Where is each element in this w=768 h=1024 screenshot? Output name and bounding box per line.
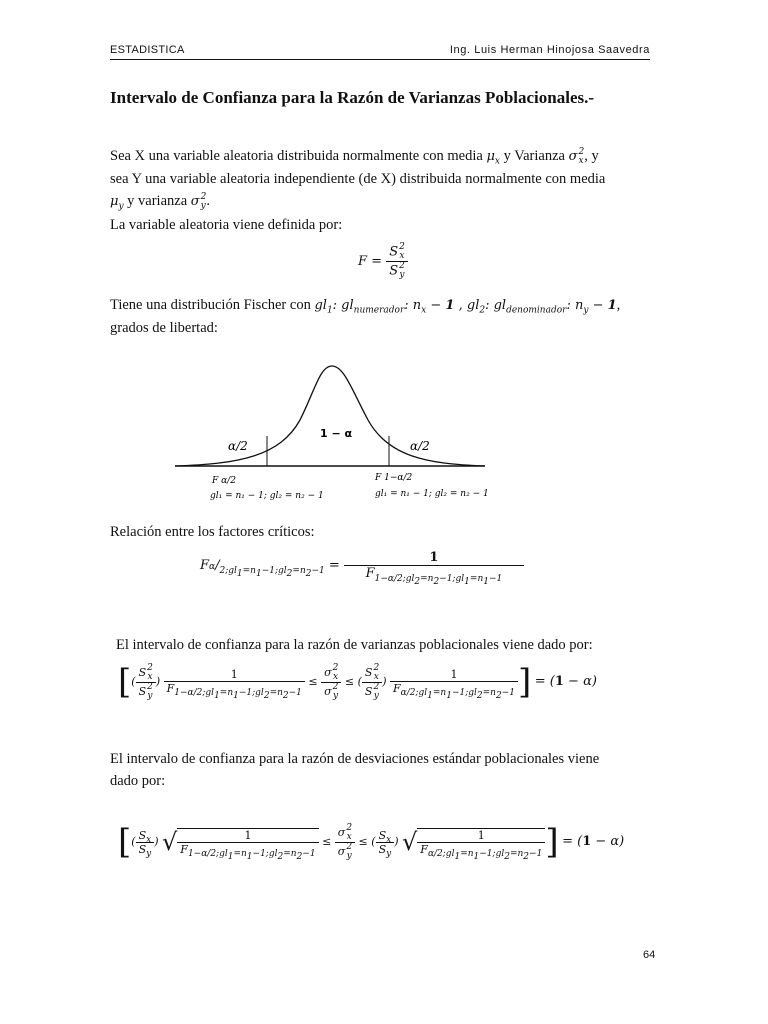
- header-subject: ESTADISTICA: [110, 44, 185, 56]
- intro-line-1c: , y: [584, 148, 599, 164]
- intro-line-2: sea Y una variable aleatoria independiente (de X) distribuida normalmente con media: [110, 171, 606, 187]
- density-curve: [175, 366, 485, 466]
- intro-line-1b: y Varianza: [500, 148, 569, 164]
- intro-line-3: y varianza: [123, 193, 191, 209]
- relation-text: Relación entre los factores críticos:: [110, 524, 315, 540]
- page-header: [110, 44, 650, 60]
- center-area-label: 1 − α: [320, 427, 353, 440]
- ci-sd-paragraph: [110, 748, 646, 792]
- upper-critical-label: F 1−α/2: [375, 473, 413, 483]
- lower-critical-label: F α/2: [212, 476, 236, 486]
- mu-y: $\mu_y$: [110, 194, 124, 212]
- right-tail-label: α/2: [410, 439, 430, 453]
- page-number: 64: [643, 949, 656, 961]
- upper-df-label: gl₁ = n₁ − 1; gl₂ = n₂ − 1: [375, 489, 489, 499]
- df-expression: $gl_1$: $gl_{numerador}$: $n_x - 1$ , $gl_2$: $gl_{denominador}$: $n_y - 1$: [314, 298, 617, 316]
- intro-line-1a: Sea X una variable aleatoria distribuida normalmente con media: [110, 148, 487, 164]
- lower-df-label: gl₁ = n₁ − 1; gl₂ = n₂ − 1: [210, 491, 324, 501]
- f-statistic-formula: F = S2 x S2 y: [358, 243, 408, 280]
- fischer-paragraph: Tiene una distribución Fischer con $gl_1$: $gl_{numerador}$: $n_x - 1$ , $gl_2$: $gl_{denominador}$: $n_y - 1$, grados de libertad:: [110, 294, 646, 339]
- fischer-text-2: grados de libertad:: [110, 320, 218, 336]
- header-author: Ing. Luis Herman Hinojosa Saavedra: [449, 44, 650, 56]
- page-title: Intervalo de Confianza para la Razón de Varianzas Poblacionales.-: [110, 88, 595, 107]
- ci-sd-formula: [( $\frac{S_x}{S_y}$ ) √ $\frac{1}{F_{1-\alpha/2;gl_1=n_1-1;gl_2=n_2-1}}$ ≤ σ2 x σ2 y ≤ ( $\frac{S_x}{S_y}$ ) √ $\frac{1}{F_{\alpha/2;gl_1=n_1-1;gl_2=n_2-1}}$ ] = (1 − α): [118, 822, 625, 862]
- ci-sd-text-2: dado por:: [110, 773, 166, 789]
- mu-x: $\mu_x$: [486, 149, 500, 167]
- sigma-x-squared: σ2 x: [568, 146, 585, 166]
- intro-paragraph: Sea X una variable aleatoria distribuida normalmente con media $\mu_x$ y Varianza σ2 x, y sea Y una variable aleatoria independiente (de X) distribuida normalmente con media $\mu_y$ y varianza σ2 y.: [110, 145, 646, 213]
- header-rule: [110, 59, 650, 60]
- fischer-text: Tiene una distribución Fischer con: [110, 297, 315, 313]
- var-def-text: La variable aleatoria viene definida por:: [110, 217, 343, 233]
- sigma-y-squared: σ2 y: [190, 191, 207, 211]
- ci-variance-formula: [( S2 x S2 y ) $\frac{1}{F_{1-\alpha/2;gl_1=n_1-1;gl_2=n_2-1}}$ ≤ σ2 x σ2 y ≤ ( S2 x S2 y ) $\frac{1}{F_{\alpha/2;gl_1=n_1-1;gl_2=n_2-1}}$ ] = (1 − α): [118, 662, 597, 702]
- left-tail-label: α/2: [228, 439, 248, 453]
- f-distribution-diagram: [170, 360, 490, 505]
- ci-sd-text-1: El intervalo de confianza para la razón de desviaciones estándar poblacionales viene: [110, 751, 600, 767]
- ci-variance-text: El intervalo de confianza para la razón de varianzas poblacionales viene dado por:: [116, 637, 593, 653]
- critical-relation-formula: $F\alpha/_{2;gl_1=n_1-1;gl_2=n_2-1}$ = $\frac{1}{F_{1-\alpha/2;gl_2=n_2-1;gl_1=n_1-1}}$: [200, 550, 524, 581]
